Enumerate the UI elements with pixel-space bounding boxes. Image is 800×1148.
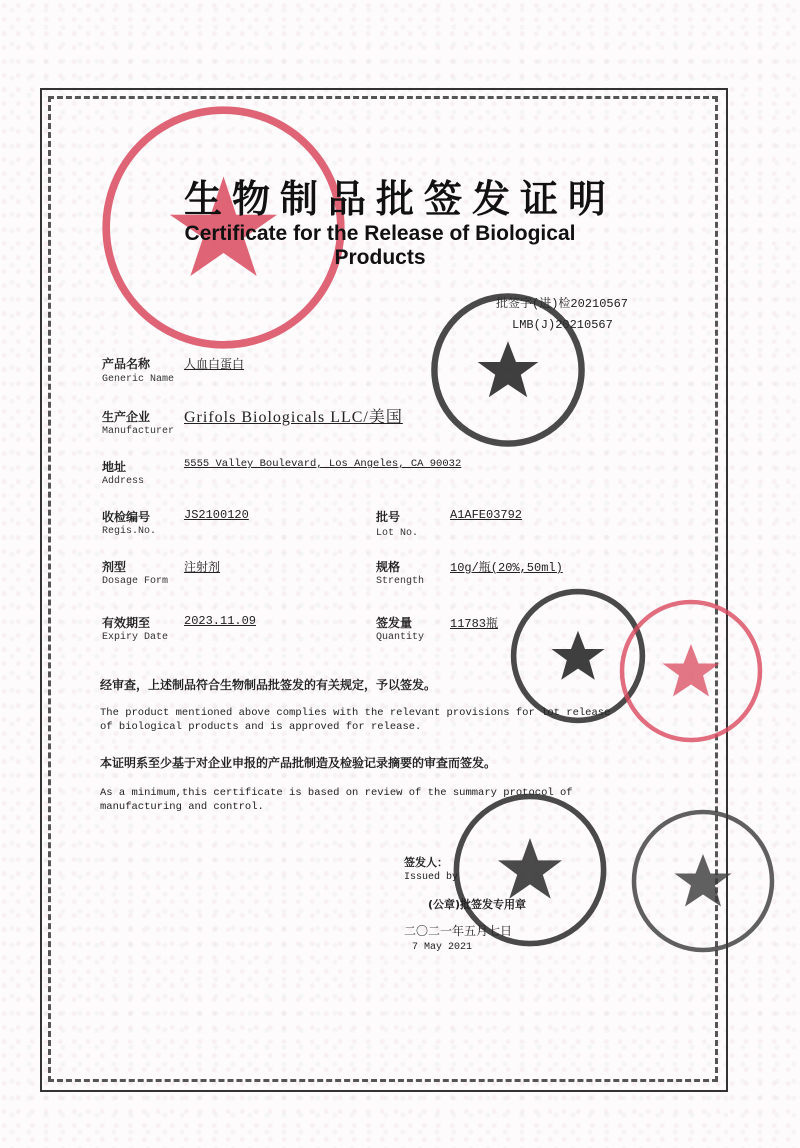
dosage-form-label-en: Dosage Form bbox=[102, 576, 169, 587]
basis-statement-cn: 本证明系至少基于对企业申报的产品批制造及检验记录摘要的审查而签发。 bbox=[100, 756, 497, 770]
issue-date-en: 7 May 2021 bbox=[412, 942, 473, 953]
lot-no-label-cn: 批号 bbox=[376, 510, 401, 524]
strength-label-en: Strength bbox=[376, 576, 425, 587]
regis-no-label-cn: 收检编号 bbox=[102, 510, 151, 524]
manufacturer-label-en: Manufacturer bbox=[102, 426, 175, 437]
strength-value: 10g/瓶(20%,50ml) bbox=[450, 561, 563, 575]
supplier-quality-seal-stamp bbox=[628, 806, 778, 956]
issued-by-label-cn: 签发人： bbox=[404, 856, 448, 869]
address-label-cn: 地址 bbox=[102, 460, 127, 474]
generic-name-label-en: Generic Name bbox=[102, 374, 175, 385]
quantity-value: 11783瓶 bbox=[450, 617, 499, 631]
regis-no-value: JS2100120 bbox=[184, 508, 249, 522]
generic-name-label-cn: 产品名称 bbox=[102, 357, 151, 371]
lot-no-label-en: Lot No. bbox=[376, 528, 419, 539]
title-chinese: 生物制品批签发证明 bbox=[183, 177, 616, 221]
lot-no-value: A1AFE03792 bbox=[450, 508, 523, 522]
seal-caption: (公章)批签发专用章 bbox=[428, 898, 527, 911]
dosage-form-label-cn: 剂型 bbox=[102, 560, 127, 574]
issue-date-cn: 二〇二一年五月七日 bbox=[404, 924, 513, 938]
expiry-date-label-en: Expiry Date bbox=[102, 632, 169, 643]
address-label-en: Address bbox=[102, 476, 145, 487]
company-seal-stamp bbox=[428, 290, 588, 450]
basis-statement-en: As a minimum,this certificate is based on review of the summary protocol of manufacturing and control. bbox=[100, 787, 573, 813]
expiry-date-value: 2023.11.09 bbox=[184, 614, 257, 628]
expiry-date-label-cn: 有效期至 bbox=[102, 616, 151, 630]
address-value: 5555 Valley Boulevard, Los Angeles, CA 90032 bbox=[184, 458, 462, 470]
regis-no-label-en: Regis.No. bbox=[102, 526, 157, 537]
strength-label-cn: 规格 bbox=[376, 560, 401, 574]
review-statement-en: The product mentioned above complies with the relevant provisions for lot release of biological products and is approved for release. bbox=[100, 707, 611, 733]
certificate-number-2: LMB(J)20210567 bbox=[512, 318, 613, 332]
title-english: Certificate for the Release of Biological Products bbox=[184, 222, 576, 269]
issued-by-label-en: Issued by bbox=[404, 872, 459, 883]
dosage-form-value: 注射剂 bbox=[184, 560, 221, 574]
manufacturer-value: Grifols Biologicals LLC/美国 bbox=[184, 409, 403, 426]
generic-name-value: 人血白蛋白 bbox=[184, 357, 245, 371]
quantity-label-en: Quantity bbox=[376, 632, 425, 643]
manufacturer-label-cn: 生产企业 bbox=[102, 410, 151, 424]
certificate-number-1: 批签字(进)检20210567 bbox=[496, 297, 629, 311]
review-statement-cn: 经审查，上述制品符合生物制品批签发的有关规定，予以签发。 bbox=[100, 678, 437, 692]
quantity-label-cn: 签发量 bbox=[376, 616, 413, 630]
